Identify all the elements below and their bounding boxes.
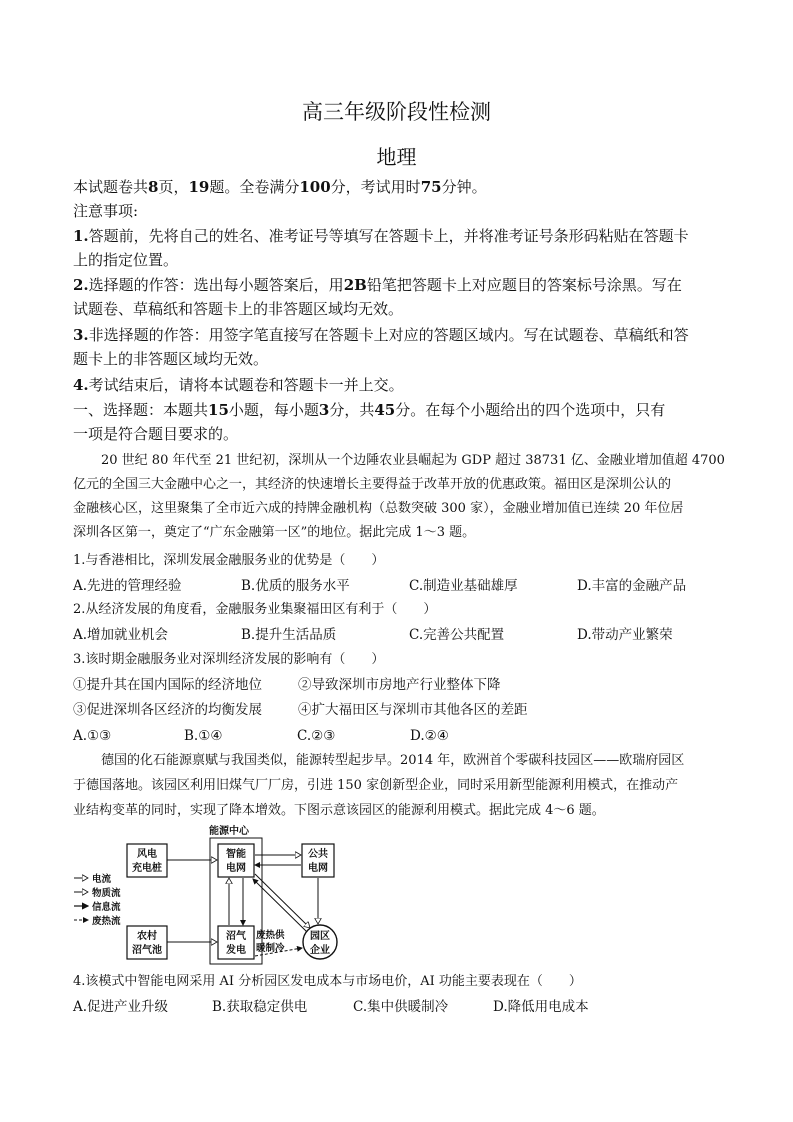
passage1-line: 金融核心区，这里聚集了全市近六成的持牌金融机构（总数突破 300 家），金融业增加值已连续 20 年位居 bbox=[73, 501, 684, 516]
notice-3-cont: 题卡上的非答题区域均无效。 bbox=[73, 350, 269, 368]
park-label-2: 企业 bbox=[310, 945, 330, 956]
passage2-line: 于德国落地。该园区利用旧煤气厂厂房，引进 150 家创新型企业，同时采用新型能源利用模式，在推动产 bbox=[73, 778, 679, 793]
energy-diagram bbox=[70, 822, 370, 972]
q2-option-a[interactable]: A.增加就业机会 bbox=[73, 627, 169, 643]
passage1-line: 亿元的全国三大金融中心之一，其经济的快速增长主要得益于改革开放的优惠政策。福田区是深圳公认的 bbox=[73, 477, 672, 492]
q3-option-a[interactable]: A.①③ bbox=[73, 728, 112, 744]
legend-current: 电流 bbox=[92, 874, 112, 885]
q1-option-a[interactable]: A.先进的管理经验 bbox=[73, 578, 182, 594]
q1-option-b[interactable]: B.优质的服务水平 bbox=[241, 578, 350, 594]
q4-stem: 4.该模式中智能电网采用 AI 分析园区发电成本与市场电价，AI 功能主要表现在（ ） bbox=[73, 974, 582, 989]
park-label-1: 园区 bbox=[310, 931, 330, 942]
passage2-line: 业结构变革的同时，实现了降本增效。下图示意该园区的能源利用模式。据此完成 4～6 题。 bbox=[73, 803, 605, 818]
diagram-legend bbox=[74, 873, 121, 927]
q4-option-a[interactable]: A.促进产业升级 bbox=[73, 999, 169, 1015]
q3-statement-1: ①提升其在国内国际的经济地位 bbox=[73, 677, 262, 693]
notice-2-cont: 试题卷、草稿纸和答题卡上的非答题区域均无效。 bbox=[73, 300, 404, 318]
grid-label-1: 智能 bbox=[226, 849, 246, 860]
energy-center-title: 能源中心 bbox=[209, 826, 249, 837]
notice-4: 4.考试结束后，请将本试题卷和答题卡一并上交。 bbox=[73, 376, 404, 394]
q3-stem: 3.该时期金融服务业对深圳经济发展的影响有（ ） bbox=[73, 652, 385, 667]
notice-1-cont: 上的指定位置。 bbox=[73, 251, 179, 269]
passage2-line: 德国的化石能源禀赋与我国类似，能源转型起步早。2014 年，欧洲首个零碳科技园区——欧瑞府园区 bbox=[101, 753, 685, 768]
q3-statement-3: ③促进深圳各区经济的均衡发展 bbox=[73, 702, 262, 718]
q3-statement-4: ④扩大福田区与深圳市其他各区的差距 bbox=[298, 702, 528, 718]
notice-2: 2.选择题的作答：选出每小题答案后，用2B铅笔把答题卡上对应题目的答案标号涂黑。写在 bbox=[73, 276, 682, 294]
q2-option-d[interactable]: D.带动产业繁荣 bbox=[577, 627, 673, 643]
q1-stem: 1.与香港相比，深圳发展金融服务业的优势是（ ） bbox=[73, 553, 385, 568]
wind-label-2: 充电桩 bbox=[132, 863, 162, 874]
q3-option-c[interactable]: C.②③ bbox=[297, 728, 336, 744]
notice-3: 3.非选择题的作答：用签字笔直接写在答题卡上对应的答题区域内。写在试题卷、草稿纸和答 bbox=[73, 326, 689, 344]
q3-option-d[interactable]: D.②④ bbox=[410, 728, 449, 744]
passage1-line: 20 世纪 80 年代至 21 世纪初，深圳从一个边陲农业县崛起为 GDP 超过 38731 亿、金融业增加值超 4700 bbox=[101, 453, 725, 468]
passage1-line: 深圳各区第一，奠定了“广东金融第一区”的地位。据此完成 1～3 题。 bbox=[73, 525, 476, 540]
legend-info: 信息流 bbox=[92, 902, 121, 913]
q4-option-c[interactable]: C.集中供暖制冷 bbox=[353, 999, 449, 1015]
farm-label-2: 沼气池 bbox=[132, 945, 162, 956]
legend-heat: 废热流 bbox=[92, 916, 121, 927]
heat-label-2: 暖制冷 bbox=[256, 943, 285, 954]
biogas-label-2: 发电 bbox=[226, 945, 246, 956]
legend-material: 物质流 bbox=[92, 888, 121, 899]
q4-option-d[interactable]: D.降低用电成本 bbox=[493, 999, 589, 1015]
q4-option-b[interactable]: B.获取稳定供电 bbox=[212, 999, 308, 1015]
biogas-label-1: 沼气 bbox=[226, 931, 246, 942]
heat-label-1: 废热供 bbox=[256, 930, 285, 941]
wind-label-1: 风电 bbox=[137, 849, 157, 860]
q2-option-b[interactable]: B.提升生活品质 bbox=[241, 627, 337, 643]
notice-heading: 注意事项: bbox=[73, 202, 139, 220]
public-label-1: 公共 bbox=[308, 849, 328, 860]
exam-info: 本试题卷共8页，19题。全卷满分100分，考试用时75分钟。 bbox=[73, 178, 487, 196]
arrow-grid-park bbox=[255, 874, 310, 928]
arrow-park-grid bbox=[253, 879, 307, 932]
q2-option-c[interactable]: C.完善公共配置 bbox=[409, 627, 505, 643]
q3-statement-2: ②导致深圳市房地产行业整体下降 bbox=[298, 677, 501, 693]
notice-1: 1.答题前，先将自己的姓名、准考证号等填写在答题卡上，并将准考证号条形码粘贴在答题卡 bbox=[73, 227, 689, 245]
subject-title: 地理 bbox=[376, 145, 417, 169]
q1-option-c[interactable]: C.制造业基础雄厚 bbox=[409, 578, 518, 594]
public-label-2: 电网 bbox=[308, 863, 328, 874]
exam-title: 高三年级阶段性检测 bbox=[302, 100, 491, 124]
q2-stem: 2.从经济发展的角度看，金融服务业集聚福田区有利于（ ） bbox=[73, 602, 437, 617]
q3-option-b[interactable]: B.①④ bbox=[184, 728, 223, 744]
section-heading: 一、选择题：本题共15小题，每小题3分，共45分。在每个小题给出的四个选项中，只有 bbox=[73, 401, 666, 419]
q1-option-d[interactable]: D.丰富的金融产品 bbox=[577, 578, 687, 594]
farm-label-1: 农村 bbox=[137, 931, 157, 942]
grid-label-2: 电网 bbox=[226, 863, 246, 874]
section-heading-cont: 一项是符合题目要求的。 bbox=[73, 425, 239, 443]
